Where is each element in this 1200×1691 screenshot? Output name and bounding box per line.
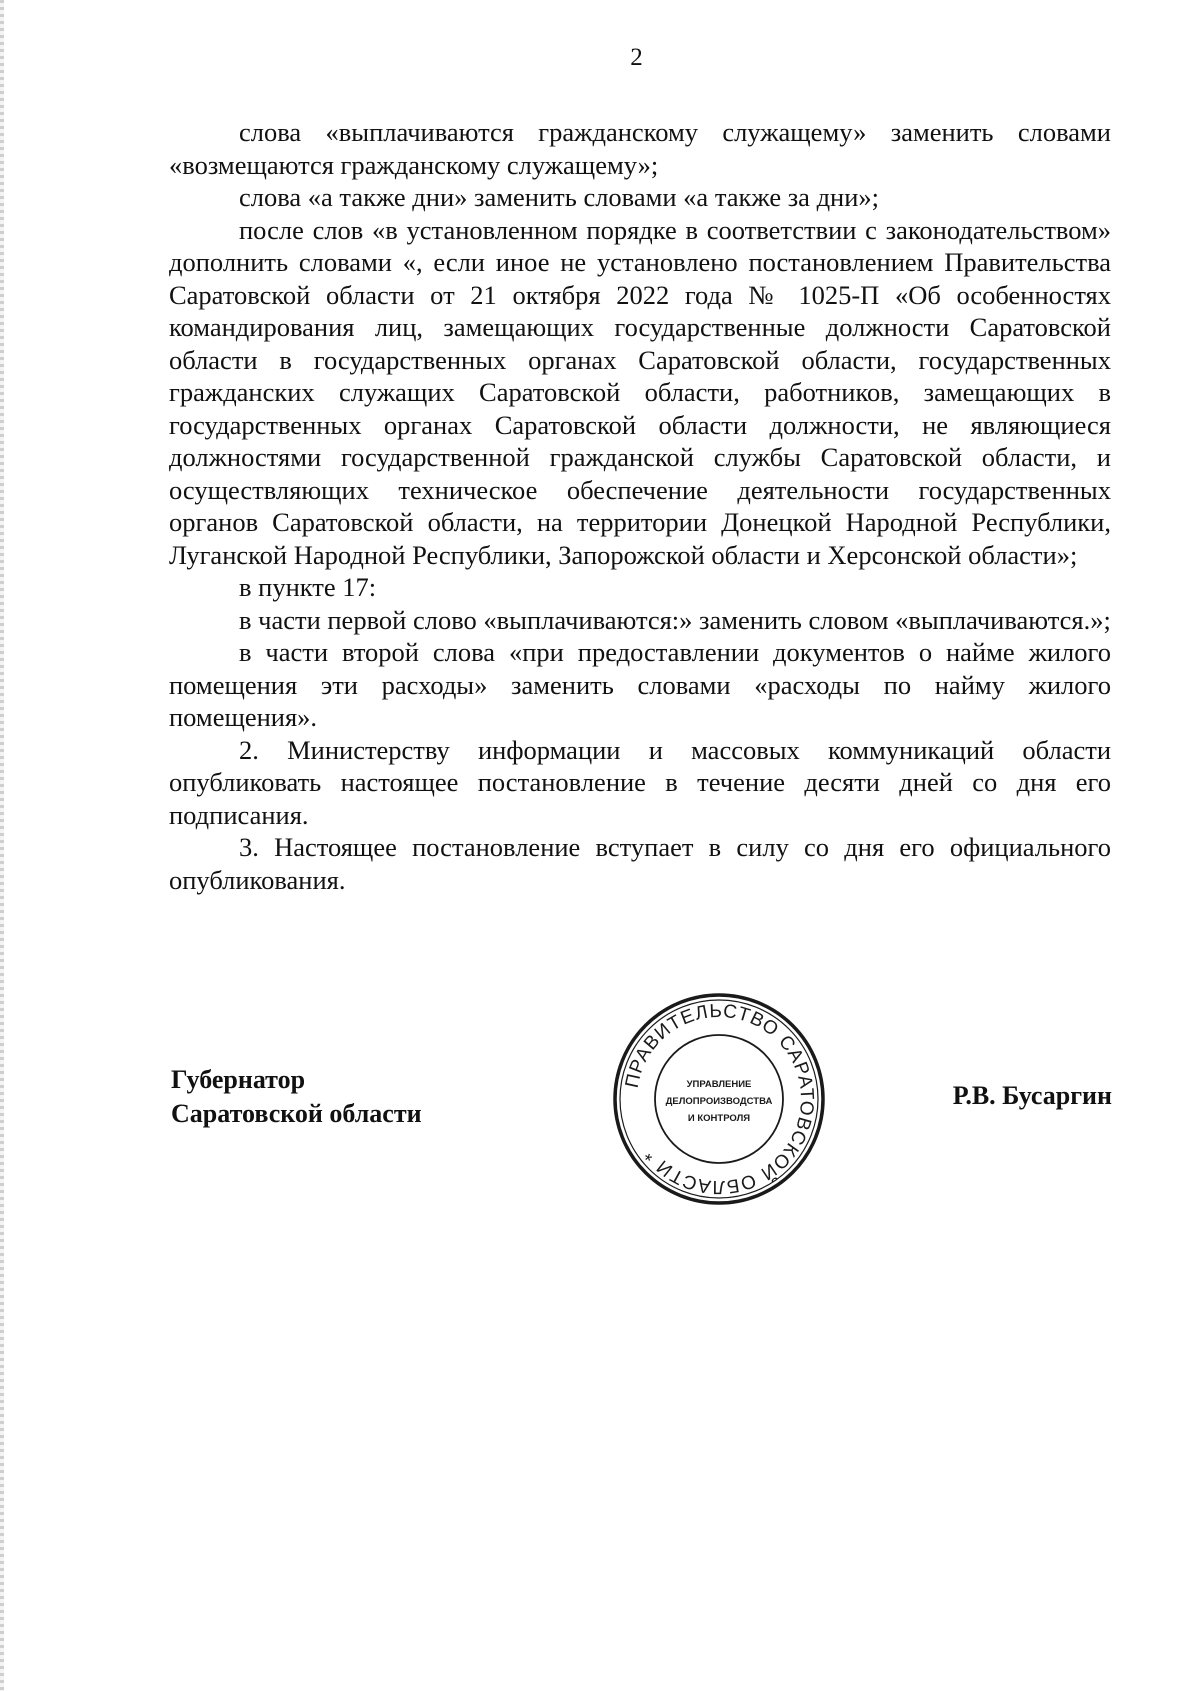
paragraph-3: после слов «в установленном порядке в соответствии с законодательством» дополнить словами «, если иное не установлено постановлением Правительства Саратовской области от 21 октября 2022 года № 1025-П «Об особенностях командирования лиц, замещающих государственные должности Саратовской области в государственных органах Саратовской области, государственных гражданских служащих Саратовской области, работников, замещающих в государственных органах Саратовской области должности, не являющиеся должностями государственной гражданской службы Саратовской области, и осуществляющих техническое обеспечение деятельности государственных органов Саратовской области, на территории Донецкой Народной Республики, Луганской Народной Республики, Запорожской области и Херсонской области»; — [169, 214, 1111, 570]
signatory-name: Р.В. Бусаргин — [952, 1081, 1112, 1110]
paragraph-8: 3. Настоящее постановление вступает в силу со дня его официального опубликования. — [169, 832, 1111, 895]
official-seal — [610, 990, 828, 1208]
seal-inner-line1: УПРАВЛЕНИЕ — [686, 1079, 752, 1090]
paragraph-7: 2. Министерству информации и массовых коммуникаций области опубликовать настоящее постановление в течение десяти дней со дня его подписания. — [169, 734, 1111, 830]
paragraph-1: слова «выплачиваются гражданскому служащему» заменить словами «возмещаются гражданскому служащему»; — [169, 117, 1111, 180]
signatory-title-line1: Губернатор — [171, 1065, 306, 1094]
paragraph-6: в части второй слова «при предоставлении документов о найме жилого помещения эти расходы» заменить словами «расходы по найму жилого помещения». — [169, 637, 1111, 732]
paragraph-5: в части первой слово «выплачиваются:» заменить словом «выплачиваются.»; — [239, 604, 1111, 635]
page-number: 2 — [630, 44, 643, 71]
document-body — [169, 116, 1111, 896]
paragraph-4: в пункте 17: — [239, 572, 377, 602]
scan-edge — [0, 0, 4, 1691]
seal-outer-text: ПРАВИТЕЛЬСТВО САРАТОВСКОЙ ОБЛАСТИ * — [621, 1000, 818, 1198]
paragraph-2: слова «а также дни» заменить словами «а также за дни»; — [239, 182, 880, 212]
seal-inner-line3: И КОНТРОЛЯ — [687, 1113, 751, 1124]
seal-inner-line2: ДЕЛОПРОИЗВОДСТВА — [665, 1096, 773, 1107]
signatory-title — [171, 1063, 422, 1131]
signatory-title-line2: Саратовской области — [171, 1099, 422, 1128]
